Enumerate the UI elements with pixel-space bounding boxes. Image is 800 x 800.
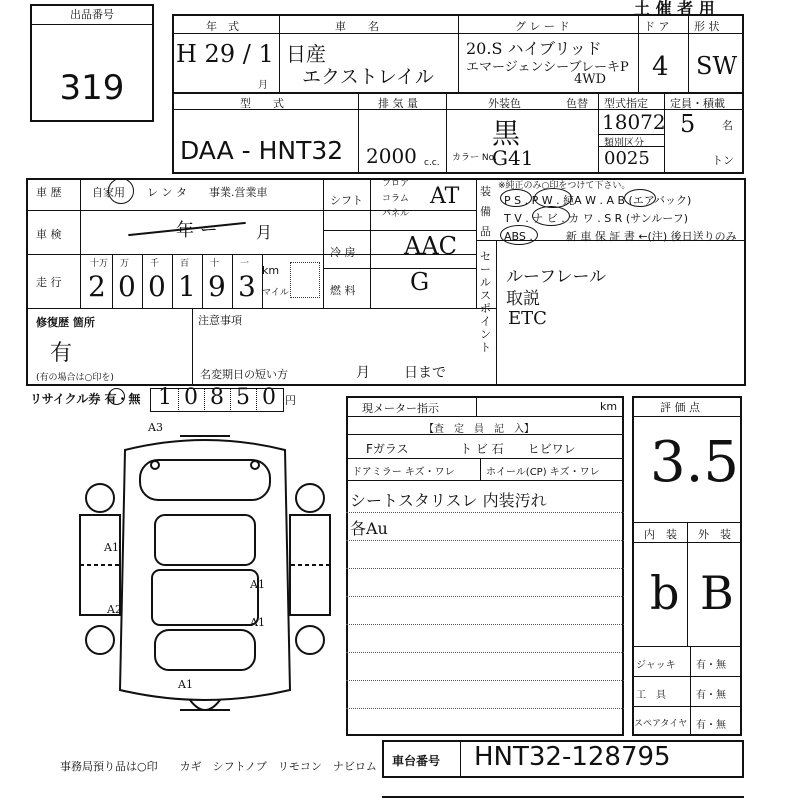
recycle-digit: 0 [262, 385, 276, 410]
equipment-note: ※純正のみ○印をつけて下さい。 [498, 181, 631, 191]
displacement-value: 2000 [366, 144, 417, 168]
shape-value: SW [696, 52, 738, 80]
mileage-digit: 2 [88, 270, 106, 303]
spare-tire-label: スペアタイヤ [634, 719, 688, 729]
shift-option-panel: パネル [382, 209, 410, 219]
spare-tire-value: 有・無 [696, 720, 726, 731]
glass-options: ト ビ 石 ヒビワレ [460, 442, 576, 456]
repair-history-value: 有 [50, 341, 73, 366]
lot-label: 出品番号 [32, 6, 152, 25]
score-value: 3.5 [650, 430, 740, 495]
sales-point-2: 取説 [506, 289, 540, 309]
shift-option-column: コラム [382, 194, 409, 204]
recycle-digit: 1 [158, 385, 172, 410]
exterior-label: 外 装 [698, 528, 731, 541]
damage-mark-a2: A2 [107, 603, 122, 616]
sales-points-label: セールスポイント [480, 250, 491, 354]
jack-label: ジャッキ [636, 660, 676, 671]
equipment-label: 装 備 品 [480, 185, 491, 238]
model-year: H 29 / 1 [176, 40, 274, 68]
mileage-unit-label: 百 [180, 259, 190, 269]
recycle-yes-circle [108, 388, 125, 405]
mileage-digit: 9 [208, 270, 226, 303]
interior-label: 内 装 [644, 528, 677, 541]
shift-label: シフト [330, 194, 363, 207]
mileage-unit-label: 万 [120, 259, 130, 269]
shape-label: 形 状 [694, 20, 720, 33]
shift-value: AT [430, 184, 460, 209]
mirror-label: ドアミラー キズ・ワレ [352, 467, 455, 478]
interior-grade: b [650, 566, 680, 620]
cc-unit: c.c. [424, 158, 440, 168]
mileage-unit-label: 十万 [90, 259, 109, 269]
meter-label: 現メーター指示 [362, 402, 439, 415]
expiry-month: 月 [356, 365, 370, 381]
car-model: エクストレイル [302, 66, 434, 88]
mileage-digit: 3 [238, 270, 256, 303]
km-label: km [262, 264, 280, 277]
capacity-label: 定員・積載 [670, 97, 725, 110]
damage-mark-a1-right: A1 [250, 578, 265, 591]
mileage-unit-label: 十 [210, 259, 220, 269]
recycle-label: リサイクル券 有・無 [30, 392, 141, 406]
ac-label: 冷 房 [330, 246, 356, 259]
model-code: DAA - HNT32 [180, 136, 344, 165]
organizer-use-label: 土 催 者 用 [634, 0, 715, 18]
recycle-digit: 8 [210, 385, 224, 410]
mileage-label: 走 行 [36, 276, 62, 289]
pw-circle [534, 188, 572, 208]
car-name-label: 車 名 [335, 20, 379, 33]
grade-line2: エマージェンシーブレーキP [466, 60, 629, 75]
navi-circle [532, 206, 570, 226]
lot-number-box [30, 4, 154, 122]
mileage-unit-label: 一 [240, 259, 250, 269]
year-label: 年 式 [206, 20, 239, 33]
equipment-line3: ABS . 新 車 保 証 書 ←(注) 後日送りのみ [504, 230, 737, 243]
inspection-month-unit: 月 [256, 223, 273, 242]
chassis-number: HNT32-128795 [474, 742, 671, 772]
type-designation-label: 型式指定 [604, 97, 648, 110]
type-designation: 18072 [602, 110, 666, 134]
mileage-unit-label: 千 [150, 259, 160, 269]
ac-value: AAC [404, 232, 458, 260]
notes-label: 注意事項 [198, 314, 242, 327]
model-code-label: 型 式 [240, 97, 284, 110]
recycle-unit: 円 [285, 394, 296, 407]
glass-label: Fガラス [366, 442, 409, 456]
damage-mark-a1-left: A1 [104, 541, 119, 554]
inspection-value: 年 ー [176, 220, 218, 241]
exterior-color: 黒 [492, 117, 521, 150]
chassis-label: 車台番号 [392, 754, 441, 768]
office-items-note: 事務局預り品は○印 カギ シフトノブ リモコン ナビロム [60, 760, 377, 773]
category-label: 類別区分 [604, 138, 644, 149]
inspector-comment-1: シートスタリスレ 内装汚れ [350, 491, 547, 510]
grade-line1: 20.S ハイブリッド [466, 39, 602, 58]
mile-check-box [290, 262, 320, 298]
mileage-digit: 1 [178, 270, 196, 303]
mileage-digit: 0 [148, 270, 166, 303]
fuel-value: G [410, 268, 430, 296]
recycle-digit: 0 [184, 385, 198, 410]
exterior-grade: B [700, 566, 734, 620]
inspector-entry-label: 【査 定 員 記 入】 [424, 424, 534, 435]
color-change-label: 色替 [566, 97, 588, 110]
meter-unit: km [600, 400, 618, 413]
mile-label: マイル [262, 288, 289, 298]
doors-value: 4 [652, 52, 669, 82]
category-value: 0025 [604, 148, 650, 169]
equipment-line2: T V . ナ ビ . カ ワ . S R (サンルーフ) [504, 212, 689, 225]
expiry-label: 名変期日の短い方 [200, 368, 288, 381]
fuel-label: 燃 料 [330, 284, 356, 297]
capacity-unit: 名 [722, 119, 733, 132]
car-make: 日産 [286, 42, 326, 66]
repair-history-note: (有の場合は○印を) [36, 373, 114, 383]
abs-circle [500, 225, 538, 245]
month-unit: 月 [258, 80, 268, 91]
ps-circle [500, 189, 532, 207]
history-label: 車 歴 [36, 186, 62, 199]
wheel-label: ホイール(CP) キズ・ワレ [486, 467, 600, 478]
history-options: 自家用 レ ン タ 事業.営業車 [92, 186, 268, 199]
damage-mark-a3: A3 [148, 421, 163, 434]
displacement-label: 排 気 量 [378, 97, 418, 110]
history-selected-circle [108, 178, 134, 204]
jack-value: 有・無 [696, 660, 726, 671]
inspector-comment-2: 各Au [350, 519, 388, 538]
recycle-digit: 5 [236, 385, 250, 410]
damage-mark-a1-rear: A1 [178, 678, 193, 691]
repair-history-label: 修復歴 箇所 [36, 316, 95, 329]
doors-label: ド ア [644, 20, 670, 33]
damage-mark-a1-right-lower: A1 [250, 616, 265, 629]
capacity-value: 5 [680, 110, 696, 138]
score-label: 評 価 点 [660, 401, 700, 414]
damage-diagram [70, 420, 340, 720]
grade-label: グ レ ー ド [515, 20, 570, 33]
sales-point-3: ETC [508, 308, 547, 329]
tools-label: 工 具 [636, 690, 666, 701]
exterior-color-label: 外装色 [488, 97, 521, 110]
load-unit: トン [712, 154, 734, 167]
color-no: G41 [492, 146, 534, 170]
sales-point-1: ルーフレール [506, 267, 607, 287]
equipment-line1: P S . P W . 純A W . A B (エアバック) [504, 194, 692, 207]
shift-option-floor: フロア [382, 179, 410, 189]
tools-value: 有・無 [696, 690, 726, 701]
grade-line3: 4WD [574, 72, 607, 87]
lot-number: 319 [59, 68, 125, 108]
mileage-digit: 0 [118, 270, 136, 303]
inspection-label: 車 検 [36, 228, 62, 241]
expiry-day: 日まで [404, 365, 446, 381]
ab-circle [624, 189, 656, 207]
color-no-label: カラー No. [452, 153, 497, 163]
